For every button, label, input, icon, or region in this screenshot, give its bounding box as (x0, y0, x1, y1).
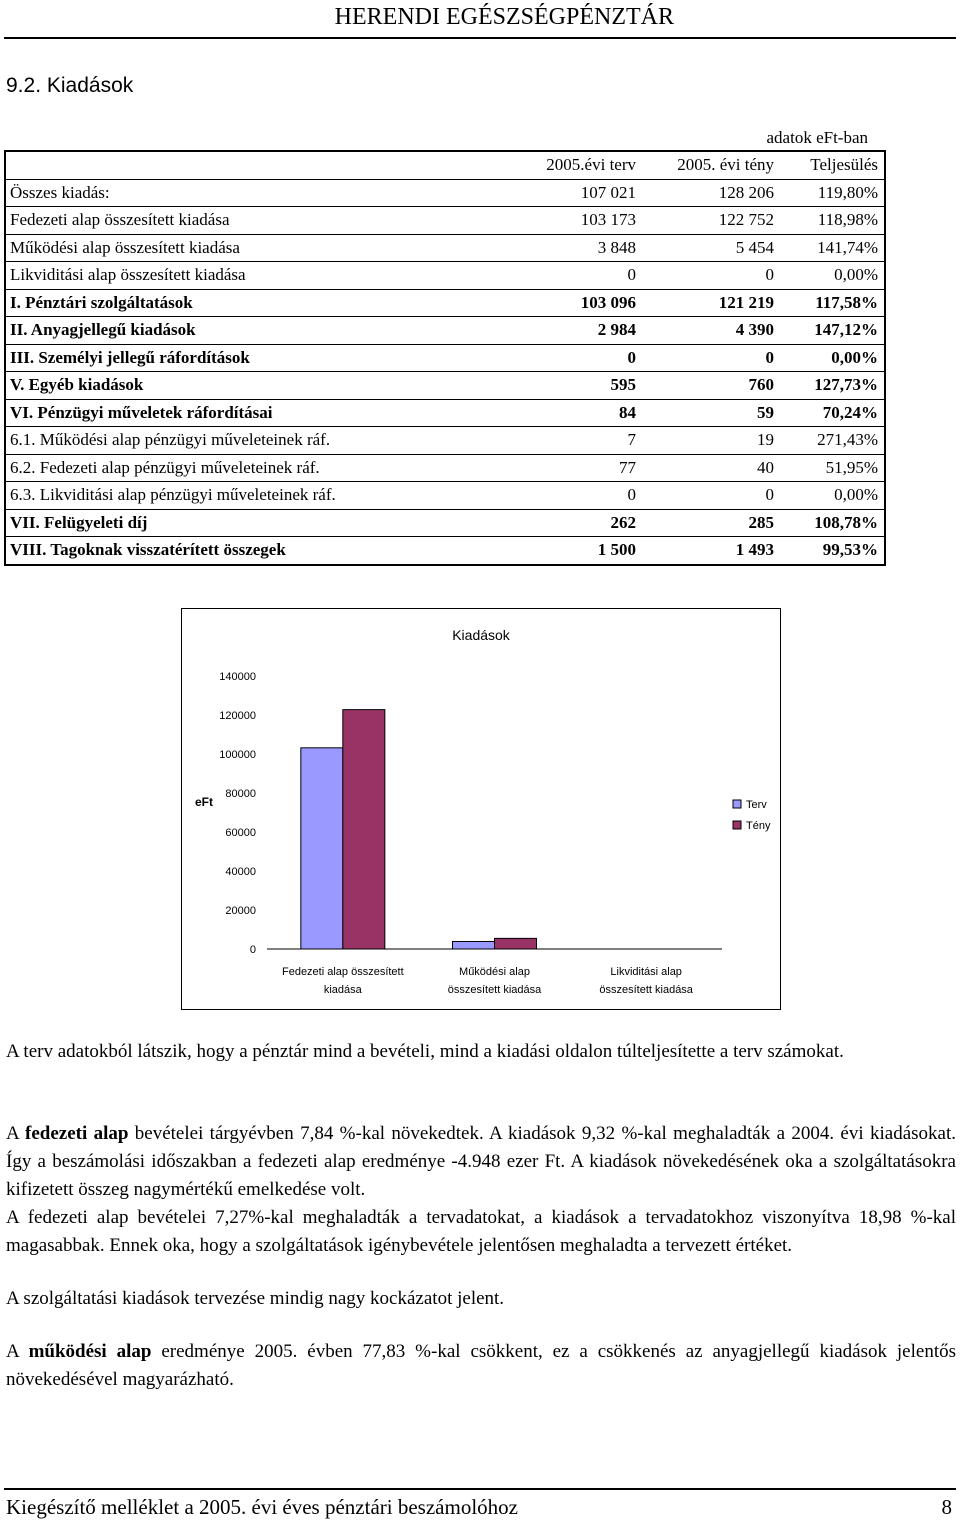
section-title: 9.2. Kiadások (6, 74, 134, 97)
chart-svg (182, 609, 780, 1009)
table-header-cell: 2005. évi tény (640, 151, 778, 179)
plan-value: 107 021 (502, 179, 640, 207)
header-rule (4, 37, 956, 39)
row-label: VIII. Tagoknak visszatérített összegek (5, 537, 502, 565)
plan-value: 1 500 (502, 537, 640, 565)
actual-value: 0 (640, 262, 778, 290)
paragraph-3 (6, 1204, 956, 1260)
x-category-label: Likviditási alap (610, 966, 682, 978)
table-row (5, 234, 885, 262)
actual-value: 5 454 (640, 234, 778, 262)
row-label: I. Pénztári szolgáltatások (5, 289, 502, 317)
completion-pct: 0,00% (778, 482, 885, 510)
y-tick-label: 0 (249, 944, 256, 956)
row-label: Fedezeti alap összesített kiadása (5, 207, 502, 235)
row-label: Likviditási alap összesített kiadása (5, 262, 502, 290)
row-label: Működési alap összesített kiadása (5, 234, 502, 262)
bar-terv (301, 748, 343, 949)
legend-swatch-terv (733, 800, 741, 808)
actual-value: 0 (640, 344, 778, 372)
legend-label: Tény (746, 820, 771, 832)
table-header-cell: Teljesülés (778, 151, 885, 179)
completion-pct: 0,00% (778, 262, 885, 290)
completion-pct: 118,98% (778, 207, 885, 235)
bar-tény (495, 938, 537, 949)
row-label: II. Anyagjellegű kiadások (5, 317, 502, 345)
page-number: 8 (941, 1495, 952, 1519)
paragraph-1 (6, 1038, 956, 1066)
completion-pct: 117,58% (778, 289, 885, 317)
row-label: VI. Pénzügyi műveletek ráfordításai (5, 399, 502, 427)
row-label: 6.1. Működési alap pénzügyi műveleteinek ráf. (5, 427, 502, 455)
paragraph-5 (6, 1338, 956, 1394)
row-label: Összes kiadás: (5, 179, 502, 207)
text-run: A terv adatokból látszik, hogy a pénztár mind a bevételi, mind a kiadási oldalon túlteljesítette a terv számokat. (6, 1041, 844, 1062)
plan-value: 2 984 (502, 317, 640, 345)
completion-pct: 127,73% (778, 372, 885, 400)
actual-value: 285 (640, 509, 778, 537)
table-header-cell (5, 151, 502, 179)
y-tick-label: 100000 (219, 749, 256, 761)
legend-swatch-tény (733, 821, 741, 829)
table-row (5, 289, 885, 317)
table-row (5, 372, 885, 400)
footer-rule (4, 1488, 956, 1490)
plan-value: 84 (502, 399, 640, 427)
actual-value: 4 390 (640, 317, 778, 345)
text-run: A fedezeti alap bevételei 7,27%-kal meghaladták a tervadatokat, a kiadások a tervadatokhoz viszonyítva 18,98 %-kal magasabbak. Ennek oka, hogy a szolgáltatások igénybevétele jelentősen meghaladta a tervezett értéket. (6, 1207, 956, 1256)
table-row (5, 537, 885, 565)
text-run: bevételei tárgyévben 7,84 %-kal növekedtek. A kiadások 9,32 %-kal meghaladták a 2004. évi kiadásokat. Így a beszámolási időszakban a fedezeti alap eredménye -4.948 ezer Ft. A kiadások növekedésének oka a szolgáltatásokra kifizetett összeg nagymértékű emelkedése volt. (6, 1123, 956, 1200)
plan-value: 3 848 (502, 234, 640, 262)
table-row (5, 344, 885, 372)
completion-pct: 51,95% (778, 454, 885, 482)
plan-value: 595 (502, 372, 640, 400)
table-row (5, 454, 885, 482)
x-category-label: kiadása (323, 984, 362, 996)
text-run: A (6, 1341, 29, 1362)
bar-terv (453, 941, 495, 949)
y-axis-label: eFt (195, 795, 213, 809)
actual-value: 121 219 (640, 289, 778, 317)
bar-tény (343, 710, 385, 949)
table-row (5, 509, 885, 537)
completion-pct: 70,24% (778, 399, 885, 427)
actual-value: 128 206 (640, 179, 778, 207)
paragraph-4 (6, 1285, 956, 1313)
table-header-cell: 2005.évi terv (502, 151, 640, 179)
completion-pct: 141,74% (778, 234, 885, 262)
plan-value: 262 (502, 509, 640, 537)
actual-value: 122 752 (640, 207, 778, 235)
completion-pct: 108,78% (778, 509, 885, 537)
chart-title: Kiadások (452, 627, 510, 643)
plan-value: 103 173 (502, 207, 640, 235)
footer-text: Kiegészítő melléklet a 2005. évi éves pénztári beszámolóhoz (6, 1495, 518, 1519)
x-category-label: összesített kiadása (599, 984, 693, 996)
plan-value: 103 096 (502, 289, 640, 317)
actual-value: 40 (640, 454, 778, 482)
table-header-row (5, 151, 885, 179)
y-tick-label: 20000 (225, 905, 256, 917)
page-header-title: HERENDI EGÉSZSÉGPÉNZTÁR (334, 4, 674, 30)
y-tick-label: 120000 (219, 710, 256, 722)
x-category-label: Működési alap (459, 966, 530, 978)
table-row (5, 207, 885, 235)
text-run: A (6, 1123, 26, 1144)
bold-term: működési alap (28, 1341, 152, 1362)
plan-value: 77 (502, 454, 640, 482)
completion-pct: 271,43% (778, 427, 885, 455)
table-row (5, 482, 885, 510)
row-label: V. Egyéb kiadások (5, 372, 502, 400)
plan-value: 0 (502, 344, 640, 372)
table-row (5, 262, 885, 290)
bold-term: fedezeti alap (25, 1123, 129, 1144)
actual-value: 760 (640, 372, 778, 400)
x-category-label: Fedezeti alap összesített (281, 966, 404, 978)
completion-pct: 99,53% (778, 537, 885, 565)
table-row (5, 317, 885, 345)
actual-value: 19 (640, 427, 778, 455)
text-run: A szolgáltatási kiadások tervezése mindig nagy kockázatot jelent. (6, 1288, 505, 1309)
completion-pct: 119,80% (778, 179, 885, 207)
table-row (5, 179, 885, 207)
row-label: III. Személyi jellegű ráfordítások (5, 344, 502, 372)
y-tick-label: 40000 (225, 866, 256, 878)
row-label: 6.3. Likviditási alap pénzügyi műveleteinek ráf. (5, 482, 502, 510)
expenses-chart (181, 608, 781, 1010)
legend-label: Terv (746, 799, 767, 811)
completion-pct: 147,12% (778, 317, 885, 345)
row-label: 6.2. Fedezeti alap pénzügyi műveleteinek ráf. (5, 454, 502, 482)
expenses-table (4, 150, 886, 566)
y-tick-label: 80000 (225, 788, 256, 800)
plan-value: 0 (502, 262, 640, 290)
y-tick-label: 140000 (219, 671, 256, 683)
table-row (5, 427, 885, 455)
y-tick-label: 60000 (225, 827, 256, 839)
actual-value: 59 (640, 399, 778, 427)
actual-value: 0 (640, 482, 778, 510)
actual-value: 1 493 (640, 537, 778, 565)
table-row (5, 399, 885, 427)
paragraph-2 (6, 1120, 956, 1204)
x-category-label: összesített kiadása (447, 984, 542, 996)
completion-pct: 0,00% (778, 344, 885, 372)
plan-value: 7 (502, 427, 640, 455)
row-label: VII. Felügyeleti díj (5, 509, 502, 537)
plan-value: 0 (502, 482, 640, 510)
text-run: eredménye 2005. évben 77,83 %-kal csökkent, ez a csökkenés az anyagjellegű kiadások jelentős növekedésével magyarázható. (6, 1341, 956, 1390)
unit-note: adatok eFt-ban (766, 128, 868, 147)
